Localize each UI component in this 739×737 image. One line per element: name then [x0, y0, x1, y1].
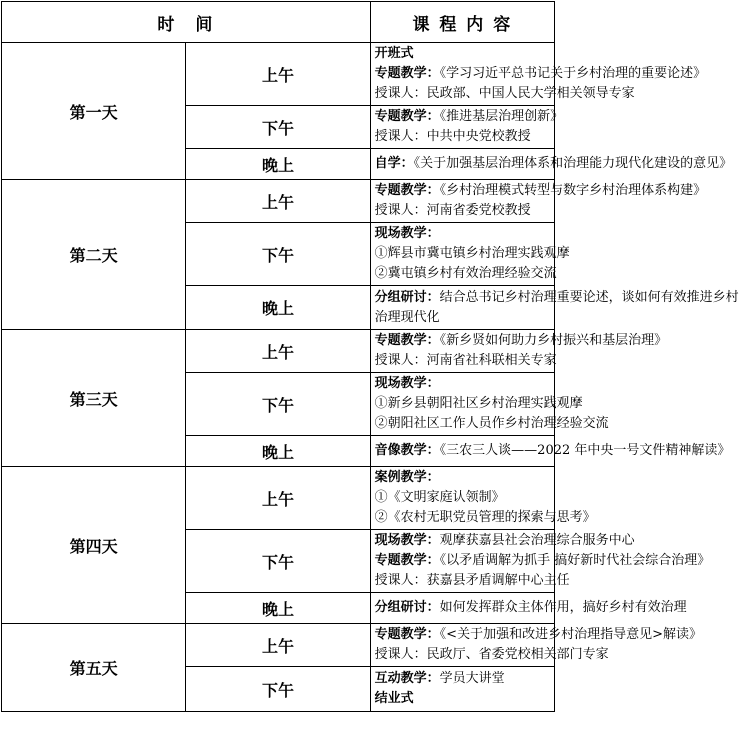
course-content: [370, 286, 739, 330]
content-line: [375, 224, 550, 244]
content-text: 观摩获嘉县社会治理综合服务中心: [439, 533, 635, 548]
content-text: ①《文明家庭认领制》: [374, 490, 505, 505]
content-line: [375, 669, 550, 689]
content-text: 授课人：河南省社科联相关专家: [374, 353, 557, 368]
slot-label: 晚上: [186, 149, 370, 180]
slot-label: 上午: [186, 43, 370, 106]
content-line: [375, 201, 550, 221]
content-label: 分组研讨：: [374, 289, 440, 305]
content-label: 分组研讨：: [374, 600, 440, 615]
schedule-row: [2, 43, 555, 106]
content-text: 授课人：民政部、中国人民大学相关领导专家: [374, 86, 635, 101]
content-line: [375, 44, 550, 64]
content-text: 《推进基层治理创新》: [439, 109, 564, 124]
content-text: ①新乡县朝阳社区乡村治理实践观摩: [374, 396, 583, 411]
content-label: 专题教学：: [374, 333, 440, 348]
content-text: 《以矛盾调解为抓手 搞好新时代社会综合治理》: [439, 553, 711, 568]
schedule-row: [2, 467, 555, 530]
content-line: [374, 331, 668, 351]
content-line: [374, 508, 596, 528]
content-line: [374, 288, 739, 308]
content-text: 授课人：中共中央党校教授: [374, 129, 531, 144]
day-label: 第三天: [2, 330, 186, 467]
day-label: 第二天: [2, 180, 186, 330]
course-content: [370, 223, 570, 286]
slot-label: 上午: [186, 467, 370, 530]
time-header: 时 间: [2, 2, 371, 43]
slot-label: 下午: [186, 223, 370, 286]
course-content: [370, 43, 707, 106]
course-content: [370, 530, 711, 593]
course-content: [370, 593, 687, 624]
content-line: [374, 645, 609, 665]
content-text: ②朝阳社区工作人员作乡村治理经验交流: [374, 416, 609, 431]
course-content: [370, 106, 564, 149]
content-label: 结业式: [374, 691, 414, 706]
content-label: 互动教学：: [374, 671, 440, 686]
content-line: [374, 414, 609, 434]
content-line: [375, 689, 550, 709]
course-content: [370, 624, 702, 667]
content-line: [374, 107, 564, 127]
content-line: [375, 468, 550, 488]
content-text: 《乡村治理模式转型与数字乡村治理体系构建》: [439, 183, 707, 198]
slot-label: 下午: [186, 373, 370, 436]
content-line: [374, 64, 707, 84]
content-text: ②《农村无职党员管理的探索与思考》: [374, 510, 596, 525]
content-label: 专题教学：: [374, 627, 440, 642]
content-label: 现场教学：: [374, 376, 440, 391]
content-label: 案例教学：: [374, 470, 440, 485]
slot-label: 下午: [186, 530, 370, 593]
day-label: 第五天: [2, 624, 186, 712]
content-line: [375, 308, 550, 328]
content-header: 课 程 内 容: [370, 2, 554, 43]
course-content: [370, 149, 733, 180]
content-text: ①辉县市冀屯镇乡村治理实践观摩: [374, 246, 570, 261]
course-content: [370, 467, 596, 530]
content-text: 如何发挥群众主体作用，搞好乡村有效治理: [439, 600, 687, 615]
content-text: 治理现代化: [374, 309, 440, 325]
course-content: [370, 667, 554, 712]
content-text: 《三农三人谈——2022 年中央一号文件精神解读》: [439, 443, 731, 458]
content-text: 《<关于加强和改进乡村治理指导意见>解读》: [439, 627, 702, 642]
content-text: 《关于加强基层治理体系和治理能力现代化建设的意见》: [413, 156, 733, 171]
content-line: [374, 154, 733, 174]
content-text: 授课人：获嘉县矛盾调解中心主任: [374, 573, 570, 588]
slot-label: 上午: [186, 180, 370, 223]
slot-label: 晚上: [186, 593, 370, 624]
content-line: [374, 441, 731, 461]
schedule-row: [2, 180, 555, 223]
content-line: [374, 244, 570, 264]
course-content: [370, 436, 731, 467]
content-line: [374, 571, 570, 591]
content-label: 专题教学：: [374, 66, 440, 81]
content-line: [374, 531, 635, 551]
content-text: 结合总书记乡村治理重要论述，谈如何有效推进乡村: [439, 289, 739, 305]
content-line: [374, 625, 702, 645]
slot-label: 下午: [186, 106, 370, 149]
content-label: 专题教学：: [374, 183, 440, 198]
content-text: ②冀屯镇乡村有效治理经验交流: [374, 266, 557, 281]
content-label: 自学：: [374, 156, 414, 171]
slot-label: 上午: [186, 624, 370, 667]
content-line: [374, 181, 707, 201]
content-line: [374, 351, 557, 371]
day-label: 第四天: [2, 467, 186, 624]
content-line: [374, 264, 557, 284]
content-label: 专题教学：: [374, 553, 440, 568]
content-line: [375, 374, 550, 394]
content-text: 授课人：河南省委党校教授: [374, 203, 531, 218]
content-text: 学员大讲堂: [439, 671, 505, 686]
course-content: [370, 373, 609, 436]
content-text: 授课人：民政厅、省委党校相关部门专家: [374, 647, 609, 662]
schedule-table: [1, 1, 739, 712]
schedule-row: [2, 330, 555, 373]
slot-label: 晚上: [186, 286, 370, 330]
schedule-row: [2, 624, 555, 667]
slot-label: 晚上: [186, 436, 370, 467]
header-row: [2, 2, 555, 43]
content-text: 《新乡贤如何助力乡村振兴和基层治理》: [439, 333, 668, 348]
content-label: 开班式: [374, 46, 414, 61]
day-label: 第一天: [2, 43, 186, 180]
course-content: [370, 330, 668, 373]
content-label: 专题教学：: [374, 109, 440, 124]
content-line: [374, 551, 711, 571]
content-label: 现场教学：: [374, 533, 440, 548]
content-text: 《学习习近平总书记关于乡村治理的重要论述》: [439, 66, 707, 81]
content-line: [375, 127, 550, 147]
content-line: [374, 394, 583, 414]
content-line: [374, 598, 687, 618]
content-label: 现场教学：: [374, 226, 440, 241]
slot-label: 上午: [186, 330, 370, 373]
slot-label: 下午: [186, 667, 370, 712]
content-line: [375, 488, 550, 508]
content-label: 音像教学：: [374, 443, 440, 458]
content-line: [374, 84, 635, 104]
course-content: [370, 180, 707, 223]
